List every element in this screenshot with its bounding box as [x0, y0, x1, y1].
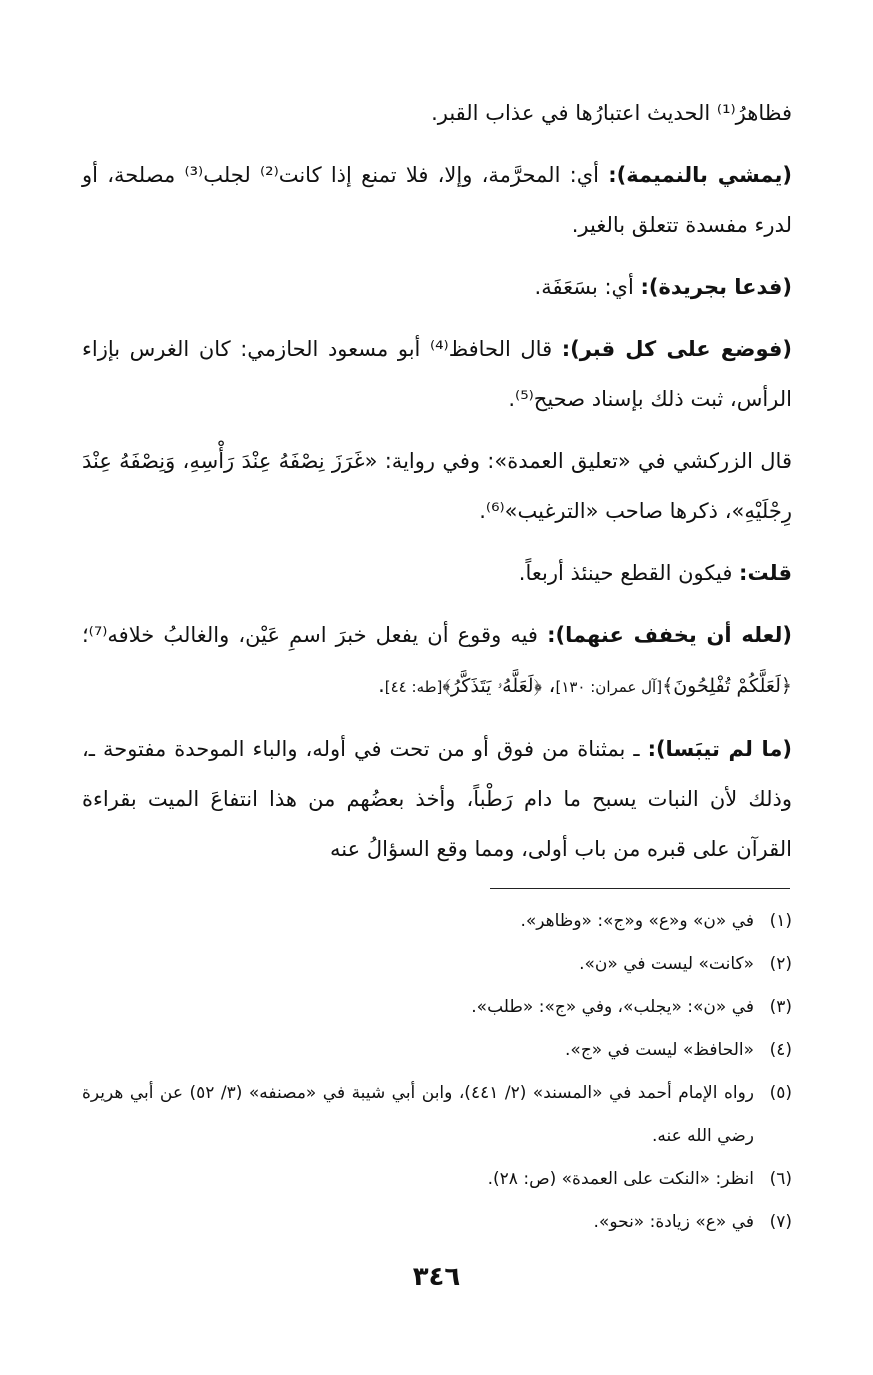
paragraph — [82, 548, 792, 598]
quran-verse: ﴿لَعَلَّكُمْ تُفْلِحُونَ﴾ — [662, 675, 792, 697]
footnote-text: انظر: «النكت على العمدة» (ص: ٢٨). — [487, 1169, 754, 1189]
paragraph-text: قال الحافظ⁽⁴⁾ أبو مسعود الحازمي: كان الغرس بإزاء الرأس، ثبت ذلك بإسناد صحيح⁽⁵⁾. — [82, 337, 792, 411]
end-punctuation: . — [378, 673, 385, 697]
paragraph — [82, 436, 792, 536]
footnote-text: في «ن»: «يجلب»، وفي «ج»: «طلب». — [471, 997, 754, 1017]
lemma-heading: (لعله أن يخفف عنهما): — [547, 623, 792, 647]
footnote-number: (٦) — [769, 1169, 792, 1189]
footnote — [82, 900, 792, 943]
paragraph — [82, 262, 792, 312]
paragraph-text: فيكون القطع حينئذ أربعاً. — [518, 561, 740, 585]
footnote — [82, 1072, 792, 1158]
footnote — [82, 986, 792, 1029]
footnote-text: «كانت» ليست في «ن». — [579, 954, 754, 974]
footnote — [82, 1029, 792, 1072]
footnote-separator — [490, 888, 790, 889]
paragraph-text: أي: المحرَّمة، وإلا، فلا تمنع إذا كانت⁽²⁾ لجلب⁽³⁾ مصلحة، أو لدرء مفسدة تتعلق بالغير. — [82, 163, 792, 237]
page-number: ٣٤٦ — [412, 1262, 461, 1292]
footnote-text: «الحافظ» ليست في «ج». — [565, 1040, 754, 1060]
footnote-text: رواه الإمام أحمد في «المسند» (٢/ ٤٤١)، وابن أبي شيبة في «مصنفه» (٣/ ٥٢) عن أبي هريرة رضي الله عنه. — [82, 1083, 754, 1146]
footnote — [82, 1158, 792, 1201]
footnote — [82, 943, 792, 986]
footnote-text: في «ن» و«ع» و«ج»: «وظاهر». — [520, 911, 754, 931]
footnote-number: (٣) — [769, 997, 792, 1017]
paragraph — [82, 724, 792, 874]
footnotes — [82, 900, 792, 1244]
verse-reference: [آل عمران: ١٣٠] — [555, 678, 663, 696]
separator-text: ، — [542, 673, 556, 697]
quran-verse: ﴿لَعَلَّهُۥ يَتَذَكَّرُ﴾ — [442, 675, 542, 697]
paragraph — [82, 88, 792, 138]
footnote-number: (١) — [769, 911, 792, 931]
paragraph-text: أي: بسَعَفَة. — [534, 275, 641, 299]
paragraph-text: ـ بمثناة من فوق أو من تحت في أوله، والباء الموحدة مفتوحة ـ، وذلك لأن النبات يسبح ما دام رَطْباً، وأخذ بعضُهم من هذا انتفاعَ الميت بقراءة القرآن على قبره من باب أولى، ومما وقع السؤالُ عنه — [82, 737, 792, 861]
lemma-heading: (فدعا بجريدة): — [640, 275, 792, 299]
footnote-number: (٥) — [769, 1083, 792, 1103]
lemma-heading: (يمشي بالنميمة): — [608, 163, 792, 187]
footnote-number: (٧) — [769, 1212, 792, 1232]
paragraph-text: فظاهرُ⁽¹⁾ الحديث اعتبارُها في عذاب القبر. — [431, 101, 792, 125]
verse-reference: [طه: ٤٤] — [384, 678, 443, 696]
footnote-text: في «ع» زيادة: «نحو». — [593, 1212, 754, 1232]
footnote — [82, 1201, 792, 1244]
lemma-heading: (فوضع على كل قبر): — [561, 337, 792, 361]
main-text — [82, 88, 792, 886]
paragraph-text: فيه وقوع أن يفعل خبرَ اسمِ عَيْن، والغالبُ خلافه⁽⁷⁾؛ — [82, 623, 548, 647]
paragraph-text: قال الزركشي في «تعليق العمدة»: وفي رواية: «غَرَزَ نِصْفَهُ عِنْدَ رَأْسِهِ، وَنِصْفَهُ عِنْدَ رِجْلَيْهِ»، ذكرها صاحب «الترغيب»⁽⁶⁾. — [82, 449, 792, 523]
paragraph — [82, 610, 792, 712]
footnote-number: (٤) — [769, 1040, 792, 1060]
lemma-heading: (ما لم تيبَسا): — [647, 737, 792, 761]
lemma-heading: قلت: — [739, 561, 792, 585]
paragraph — [82, 324, 792, 424]
paragraph — [82, 150, 792, 250]
footnote-number: (٢) — [769, 954, 792, 974]
